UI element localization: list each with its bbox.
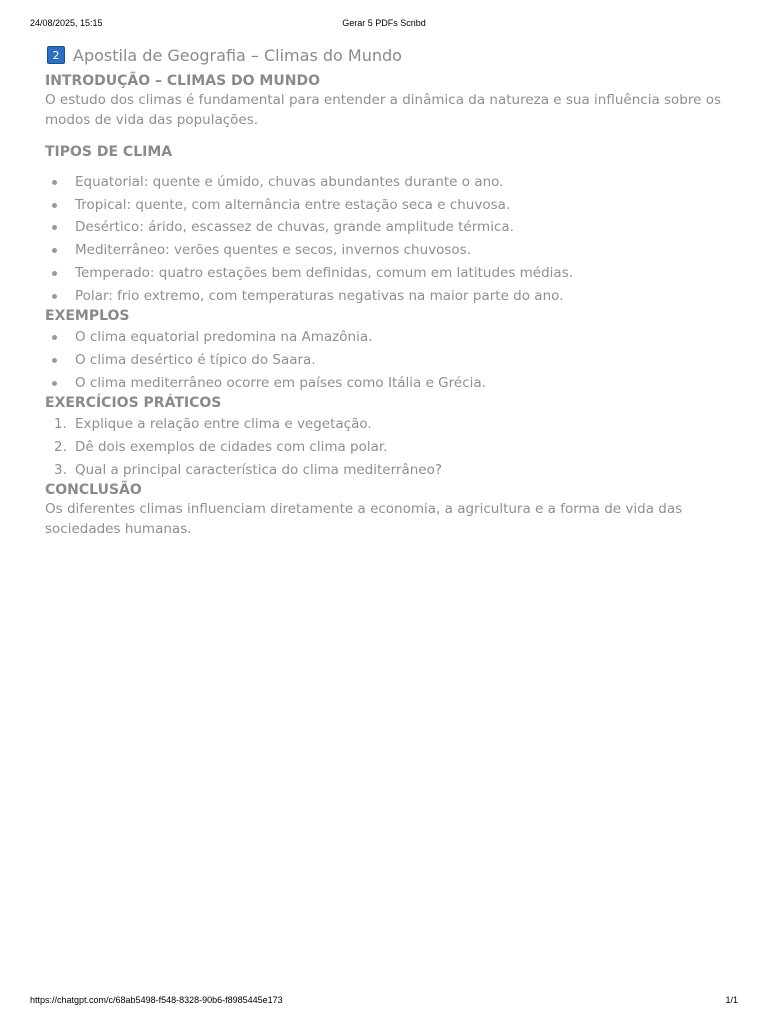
list-item: O clima equatorial predomina na Amazônia. — [45, 326, 735, 349]
exercicios-list — [45, 413, 735, 481]
bullet-icon — [52, 294, 57, 299]
bullet-icon — [52, 271, 57, 276]
bullet-icon — [52, 335, 57, 340]
list-item: 1. Explique a relação entre clima e vegetação. — [54, 416, 372, 433]
exemplos-list — [45, 326, 735, 394]
print-url: https://chatgpt.com/c/68ab5498-f548-8328-90b6-f8985445e173 — [30, 995, 283, 1005]
print-datetime: 24/08/2025, 15:15 — [30, 18, 103, 28]
document-body — [45, 44, 735, 539]
list-item: 2. Dê dois exemplos de cidades com clima polar. — [54, 439, 388, 456]
list-item: Mediterrâneo: verões quentes e secos, invernos chuvosos. — [45, 239, 735, 262]
conclusao-paragraph: Os diferentes climas influenciam diretamente a economia, a agricultura e a forma de vida das sociedades humanas. — [45, 501, 683, 537]
list-item: Temperado: quatro estações bem definidas, comum em latitudes médias. — [45, 262, 735, 285]
intro-heading: INTRODUÇÃO – CLIMAS DO MUNDO — [45, 73, 320, 89]
print-footer — [30, 995, 738, 1007]
bullet-icon — [52, 225, 57, 230]
bullet-icon — [52, 180, 57, 185]
list-item: O clima desértico é típico do Saara. — [45, 349, 735, 372]
document-title: Apostila de Geografia – Climas do Mundo — [73, 45, 402, 65]
bullet-icon — [52, 203, 57, 208]
list-item: Polar: frio extremo, com temperaturas negativas na maior parte do ano. — [45, 285, 735, 308]
number-badge-icon: 2 — [47, 46, 65, 64]
bullet-icon — [52, 358, 57, 363]
bullet-icon — [52, 381, 57, 386]
tipos-list — [45, 171, 735, 307]
list-item: O clima mediterrâneo ocorre em países como Itália e Grécia. — [45, 372, 735, 395]
list-item: Tropical: quente, com alternância entre estação seca e chuvosa. — [45, 194, 735, 217]
conclusao-heading: CONCLUSÃO — [45, 482, 142, 499]
list-item: Equatorial: quente e úmido, chuvas abundantes durante o ano. — [45, 171, 735, 194]
print-header — [30, 18, 738, 30]
exemplos-heading: EXEMPLOS — [45, 308, 130, 325]
list-item: Desértico: árido, escassez de chuvas, grande amplitude térmica. — [45, 216, 735, 239]
tipos-heading: TIPOS DE CLIMA — [45, 144, 173, 160]
print-page-number: 1/1 — [725, 995, 738, 1005]
exercicios-heading: EXERCÍCIOS PRÁTICOS — [45, 395, 222, 412]
print-page-title: Gerar 5 PDFs Scribd — [342, 18, 426, 28]
bullet-icon — [52, 248, 57, 253]
intro-paragraph: O estudo dos climas é fundamental para entender a dinâmica da natureza e sua influência sobre os modos de vida das populações. — [45, 92, 722, 128]
list-item: 3. Qual a principal característica do clima mediterrâneo? — [54, 461, 443, 478]
document-title-row — [45, 44, 735, 66]
